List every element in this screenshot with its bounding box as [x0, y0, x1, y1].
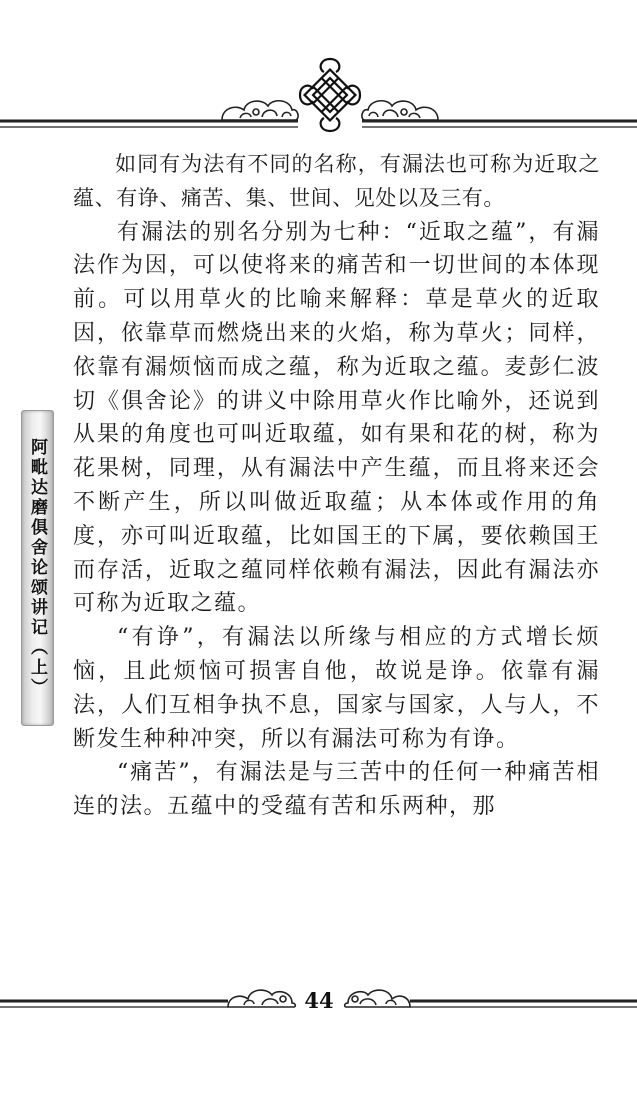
- page-body: [73, 148, 600, 824]
- paragraph: 如同有为法有不同的名称，有漏法也可称为近取之蕴、有诤、痛苦、集、世间、见处以及三有。: [73, 152, 600, 210]
- cloud-ornament-left: [228, 990, 295, 1007]
- paragraph: “痛苦”，有漏法是与三苦中的任何一种痛苦相连的法。五蕴中的受蕴有苦和乐两种，那: [73, 760, 600, 820]
- side-title: 阿毗达磨俱舍论颂讲记（上）: [27, 438, 47, 698]
- paragraph: 有漏法的别名分别为七种：“近取之蕴”，有漏法作为因，可以使将来的痛苦和一切世间的本体现前。可以用草火的比喻来解释：草是草火的近取因，依靠草而燃烧出来的火焰，称为草火；同样，依靠有漏烦恼而成之蕴，称为近取之蕴。麦彭仁波切《俱舍论》的讲义中除用草火作比喻外，还说到从果的角度也可叫近取蕴，如有果和花的树，称为花果树，同理，从有漏法中产生蕴，而且将来还会不断产生，所以叫做近取蕴；从本体或作用的角度，亦可叫近取蕴，比如国王的下属，要依赖国王而存活，近取之蕴同样依赖有漏法，因此有漏法亦可称为近取之蕴。: [73, 219, 600, 617]
- cloud-ornament-left: [222, 101, 298, 120]
- side-title-tab: [21, 410, 54, 726]
- endless-knot-icon: [296, 55, 364, 135]
- cloud-ornament-right: [345, 990, 410, 1007]
- page-number: 44: [304, 988, 334, 1013]
- cloud-ornament-right: [362, 101, 438, 120]
- paragraph: “有诤”，有漏法以所缘与相应的方式增长烦恼，且此烦恼可损害自他，故说是诤。依靠有漏法，人们互相争执不息，国家与国家，人与人，不断发生种种冲突，所以有漏法可称为有诤。: [73, 625, 600, 752]
